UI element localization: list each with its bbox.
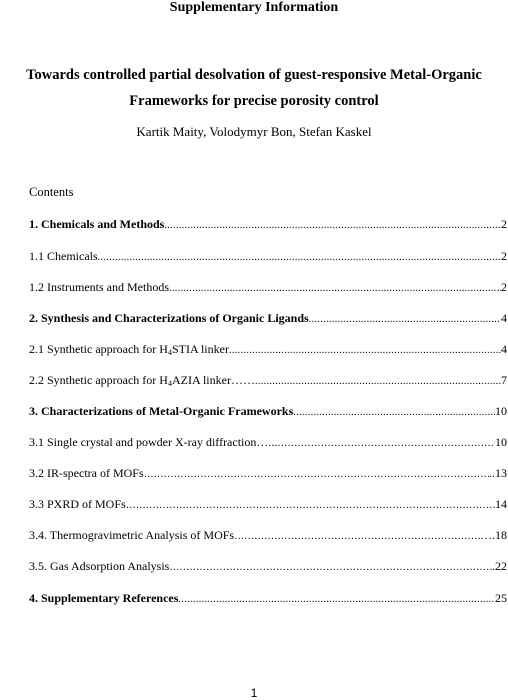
toc-entry[interactable]: [29, 279, 507, 295]
toc-entry-page: 2: [501, 249, 507, 263]
toc-entry[interactable]: [29, 372, 507, 388]
toc-entry-label: 3.2 IR-spectra of MOFs: [29, 466, 144, 480]
toc-leader: [229, 343, 501, 359]
toc-leader: [164, 218, 501, 234]
toc-entry-label: 1.1 Chemicals: [29, 249, 98, 263]
toc-entry-label: [29, 372, 255, 388]
label-prefix: 2.1 Synthetic approach for H: [29, 342, 168, 356]
toc-entry-page: 14: [495, 497, 507, 511]
toc-entry[interactable]: [29, 310, 507, 326]
toc-entry-page: 4: [501, 311, 507, 325]
toc-leader: [144, 467, 489, 483]
label-suffix: STIA linker: [171, 342, 229, 356]
paper-title: [0, 62, 508, 114]
toc-entry-page: 2: [501, 280, 507, 294]
toc-entry-label: 3. Characterizations of Metal-Organic Frameworks: [29, 404, 294, 418]
toc-entry-page: 2: [501, 217, 507, 231]
supplementary-header: Supplementary Information: [169, 0, 339, 15]
toc-entry-label: 3.4. Thermogravimetric Analysis of MOFs: [29, 528, 235, 542]
toc-entry[interactable]: [29, 465, 507, 481]
title-line-2: Frameworks for precise porosity control: [129, 93, 379, 109]
toc-leader: [255, 374, 501, 390]
subscript: 4: [167, 348, 172, 357]
subscript: 4: [167, 379, 172, 388]
toc-entry[interactable]: [29, 216, 507, 232]
toc-entry-page: ….18: [480, 528, 507, 542]
label-prefix: 2.2 Synthetic approach for H: [29, 373, 168, 387]
toc-entry-page: 10: [495, 435, 507, 449]
toc-entry-label: 3.3 PXRD of MOFs: [29, 497, 126, 511]
toc-entry-page: 10: [495, 404, 507, 418]
toc-entry[interactable]: [29, 248, 507, 264]
toc-leader: [169, 560, 492, 576]
toc-entry-label: 4. Supplementary References: [29, 591, 179, 605]
toc-entry-page: 25: [495, 591, 507, 605]
toc-leader: [98, 250, 501, 266]
toc-entry-label: 1. Chemicals and Methods: [29, 217, 165, 231]
toc-leader: [126, 498, 495, 514]
toc-entry-label: 1.2 Instruments and Methods: [29, 280, 169, 294]
toc-entry-page: .22: [492, 559, 507, 573]
toc-entry[interactable]: [29, 527, 507, 543]
toc-entry[interactable]: [29, 496, 507, 512]
toc-entry[interactable]: [29, 590, 507, 606]
toc-entry-label: 2. Synthesis and Characterizations of Organic Ligands: [29, 311, 309, 325]
toc-entry-label: 3.1 Single crystal and powder X-ray diffraction…...: [29, 435, 278, 449]
toc-leader: [169, 281, 501, 297]
page-number: 1: [250, 686, 258, 700]
label-suffix: AZIA linker……: [171, 373, 255, 387]
contents-heading: Contents: [29, 185, 74, 199]
toc-entry[interactable]: [29, 341, 507, 357]
toc-leader: [277, 436, 495, 452]
toc-entry-page: 7: [501, 373, 507, 387]
toc-leader: [178, 592, 495, 608]
title-line-1: Towards controlled partial desolvation of guest-responsive Metal-Organic: [26, 67, 482, 83]
toc-leader: [293, 405, 495, 421]
toc-entry-page: ..13: [489, 466, 507, 480]
toc-entry[interactable]: [29, 434, 507, 450]
toc-leader: [234, 529, 480, 545]
authors: Kartik Maity, Volodymyr Bon, Stefan Kaskel: [136, 124, 372, 139]
toc-entry-label: [29, 341, 229, 357]
toc-entry-label: 3.5. Gas Adsorption Analysis: [29, 559, 170, 573]
toc-entry[interactable]: [29, 558, 507, 574]
toc-entry-page: 4: [501, 342, 507, 356]
toc-leader: [309, 312, 501, 328]
toc-entry[interactable]: [29, 403, 507, 419]
